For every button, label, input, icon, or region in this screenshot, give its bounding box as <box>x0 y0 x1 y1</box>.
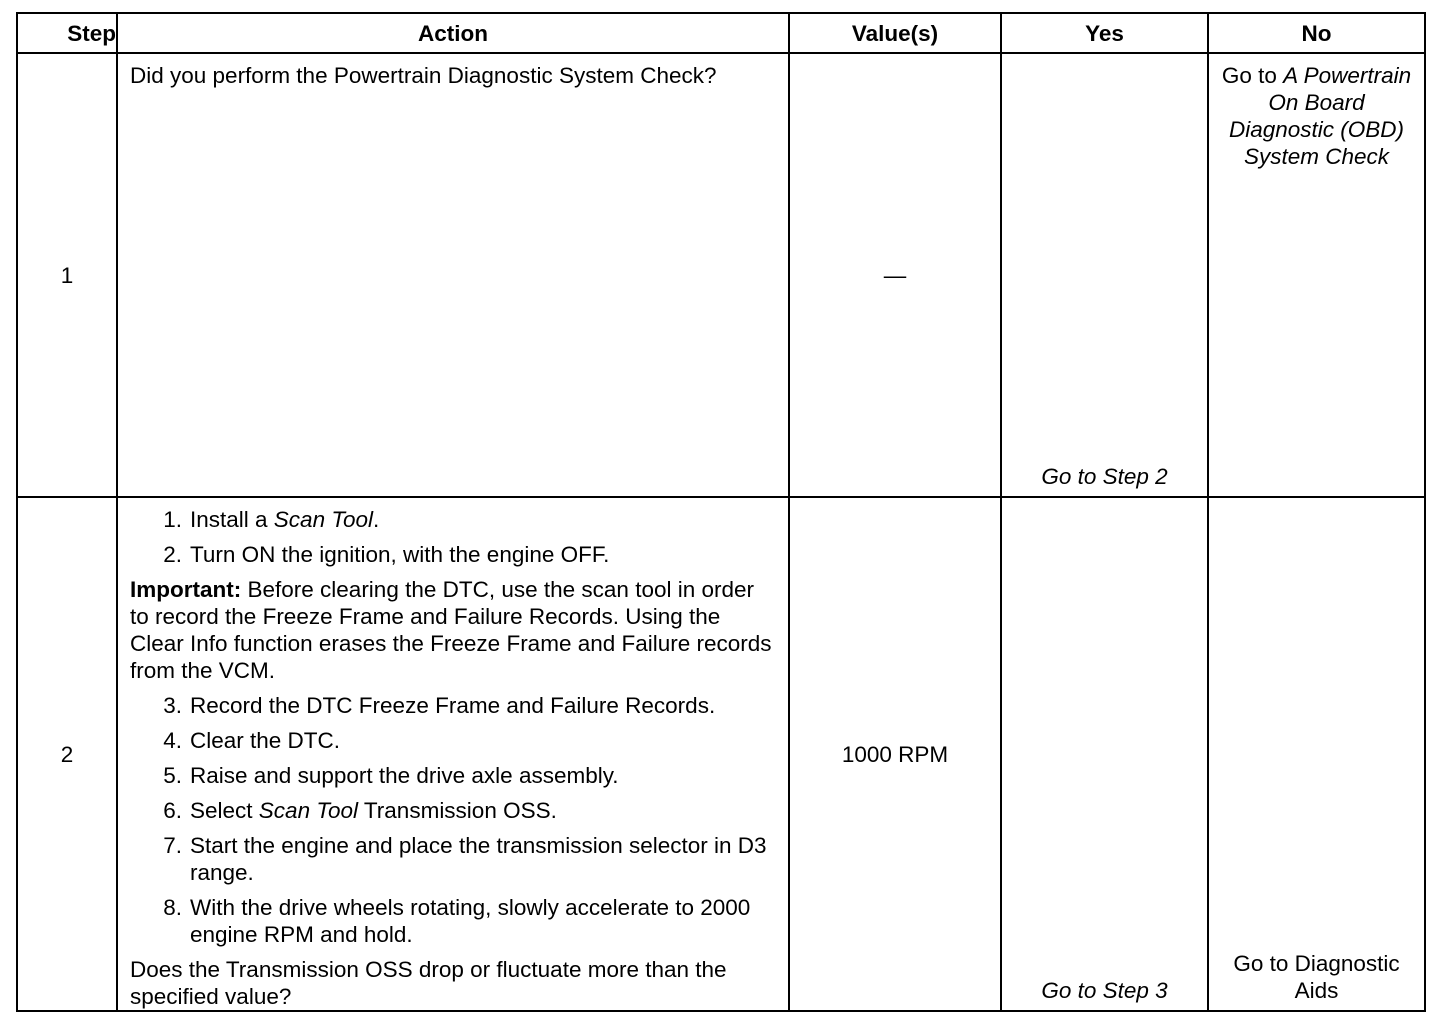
header-no: No <box>1208 13 1425 53</box>
action-cell <box>117 497 789 1011</box>
no-link-obd-check[interactable]: A Powertrain On Board Diagnostic (OBD) System Check <box>1228 63 1412 169</box>
diagnostic-table <box>16 12 1426 1012</box>
header-row <box>17 13 1425 53</box>
no-link-diagnostic-aids[interactable]: Go to Diagnostic Aids <box>1208 497 1425 1011</box>
action-steps-list <box>130 506 778 568</box>
list-item: 5. Raise and support the drive axle assembly. <box>163 763 619 788</box>
action-cell <box>117 53 789 497</box>
list-item: 4. Clear the DTC. <box>163 728 341 753</box>
list-item: 1. Install a Scan Tool. <box>163 507 380 532</box>
list-item: 2. Turn ON the ignition, with the engine OFF. <box>163 542 610 567</box>
action-question: Does the Transmission OSS drop or fluctuate more than the specified value? <box>130 957 727 1009</box>
list-item: 7. Start the engine and place the transmission selector in D3 range. <box>163 833 767 885</box>
step-number: 2 <box>17 497 117 1011</box>
important-note: Important: Before clearing the DTC, use the scan tool in order to record the Freeze Frame and Failure Records. Using the Clear Info function erases the Freeze Frame and Failure records from the VCM. <box>130 577 772 683</box>
header-step: Step <box>17 13 117 53</box>
scan-tool-term: Scan Tool <box>273 507 374 532</box>
step-number: 1 <box>17 53 117 497</box>
yes-link-step-3[interactable]: Go to Step 3 <box>1001 497 1208 1011</box>
header-yes: Yes <box>1001 13 1208 53</box>
list-item: 8. With the drive wheels rotating, slowly accelerate to 2000 engine RPM and hold. <box>163 895 751 947</box>
value-cell: 1000 RPM <box>789 497 1001 1011</box>
no-cell[interactable] <box>1208 53 1425 497</box>
header-values: Value(s) <box>789 13 1001 53</box>
action-question: Did you perform the Powertrain Diagnostic System Check? <box>130 63 717 88</box>
scan-tool-term: Scan Tool <box>258 798 359 823</box>
list-item: 6. Select Scan Tool Transmission OSS. <box>163 798 557 823</box>
action-steps-list <box>130 692 778 948</box>
header-action: Action <box>117 13 789 53</box>
important-label: Important: <box>130 577 242 602</box>
no-prefix: Go to <box>1221 63 1277 88</box>
value-cell: — <box>789 53 1001 497</box>
table-row <box>17 53 1425 497</box>
table-row <box>17 497 1425 1011</box>
yes-link-step-2[interactable]: Go to Step 2 <box>1001 53 1208 497</box>
list-item: 3. Record the DTC Freeze Frame and Failure Records. <box>163 693 716 718</box>
